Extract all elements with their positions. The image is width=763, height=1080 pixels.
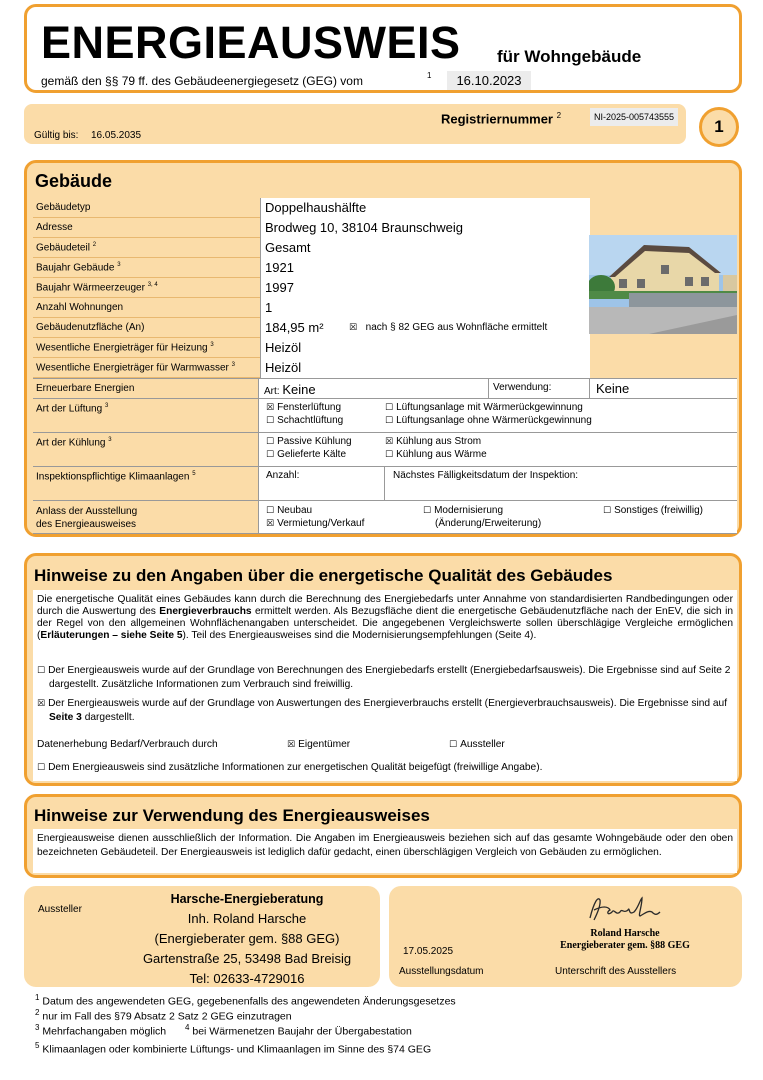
row-label: Gebäudenutzfläche (An) xyxy=(36,322,145,333)
valid-until-date: 16.05.2035 xyxy=(91,130,142,141)
checkbox-icon: ☐ xyxy=(266,450,275,460)
row-label: Art der Kühlung $^3$ xyxy=(33,433,259,466)
energy-quality-body xyxy=(33,590,737,781)
occasion-row: Anlass der Ausstellung des Energieausweises ☐ Neubau ☒ Vermietung/Verkauf ☐ Modernisierung (Änderung/Erweiterung) ☐ Sonstiges (freiwillig) xyxy=(33,500,737,534)
building-section-title: Gebäude xyxy=(35,171,113,191)
footnote: $^5$ Klimaanlagen oder kombinierte Lüftungs- und Klimaanlagen im Sinne des §74 GEG xyxy=(35,1041,432,1056)
row-label: Erneuerbare Energien xyxy=(33,379,259,398)
checkbox-checked-icon: ☒ xyxy=(37,699,46,709)
valid-until-label: Gültig bis: xyxy=(34,130,79,141)
signature-label: Unterschrift des Ausstellers xyxy=(555,966,677,977)
checkbox-checked-icon: ☒ xyxy=(349,323,358,333)
issue-date-label: Ausstellungsdatum xyxy=(399,966,484,977)
row-label: Gebäudeteil $^2$ xyxy=(36,242,97,254)
checkbox-icon: ☐ xyxy=(37,666,46,676)
registration-number: NI-2025-005743555 xyxy=(590,108,678,126)
building-section xyxy=(24,160,742,537)
signature-image xyxy=(584,892,664,926)
row-value: Brodweg 10, 38104 Braunschweig xyxy=(260,218,590,238)
signature-stamp: Roland Harsche Energieberater gem. §88 GEG xyxy=(560,928,690,951)
checkbox-icon: ☐ xyxy=(385,450,394,460)
checkbox-icon: ☐ xyxy=(603,506,612,516)
row-value: Heizöl xyxy=(260,338,590,358)
row-value: Doppelhaushälfte xyxy=(260,198,590,218)
issuer-label: Aussteller xyxy=(38,904,82,915)
checkbox-checked-icon: ☒ xyxy=(266,403,275,413)
table-row xyxy=(33,198,590,218)
table-row xyxy=(33,218,590,238)
usage-notes-title: Hinweise zur Verwendung des Energieausweises xyxy=(34,806,430,825)
table-row xyxy=(33,238,590,258)
intro-paragraph: Die energetische Qualität eines Gebäudes kann durch die Berechnung des Energiebedarfs unter Annahme von standardisierten Randbedingungen oder durch die Auswertung des Energieverbrauchs ermittelt werden. Als Bezugsfläche dient die energetische Gebäudenutzfläche nach der EnEV, die sich in der Regel von den allgemeinen Wohnflächenangaben unterscheidet. Die angegebenen Vergleichswerte sollen überschlägige Vergleiche ermöglichen (Erläuterungen – siehe Seite 5). Teil des Energieausweises sind die Modernisierungsempfehlungen (Seite 4). xyxy=(37,594,734,641)
checkbox-icon: ☐ xyxy=(266,437,275,447)
table-row xyxy=(33,298,590,318)
checkbox-checked-icon: ☒ xyxy=(287,740,296,750)
issuer-address: Harsche-Energieberatung Inh. Roland Harsche (Energieberater gem. §88 GEG) Gartenstraße 25, 53498 Bad Breisig Tel: 02633-4729016 xyxy=(142,892,352,986)
table-row xyxy=(33,358,590,378)
row-value: 1997 xyxy=(260,278,590,298)
renewable-row: Erneuerbare Energien Art: Keine Verwendung: Keine xyxy=(33,378,737,398)
row-label: Art der Lüftung $^3$ xyxy=(33,399,259,432)
row-label: Anlass der Ausstellung des Energieausweises xyxy=(33,501,259,533)
row-label: Wesentliche Energieträger für Warmwasser $^3$ xyxy=(36,362,235,374)
cooling-row: Art der Kühlung $^3$ ☐ Passive Kühlung ☐ Gelieferte Kälte ☒ Kühlung aus Strom ☐ Kühlung aus Wärme xyxy=(33,432,737,466)
checkbox-icon: ☐ xyxy=(266,416,275,426)
row-value: 1921 xyxy=(260,258,590,278)
table-row xyxy=(33,258,590,278)
data-collection-line: Datenerhebung Bedarf/Verbrauch durch ☒ Eigentümer ☐ Aussteller xyxy=(37,739,505,750)
usage-notes xyxy=(24,794,742,878)
option-verbrauch: ☒ Der Energieausweis wurde auf der Grundlage von Auswertungen des Energieverbrauchs erstellt (Energieverbrauchsausweis). Die Ergebnisse sind auf Seite 3 dargestellt. xyxy=(37,698,728,723)
row-value: Gesamt xyxy=(260,238,590,258)
row-value: 184,95 m² ☒ nach § 82 GEG aus Wohnfläche ermittelt xyxy=(260,318,590,338)
aircon-row: Inspektionspflichtige Klimaanlagen $^5$ Anzahl: Nächstes Fälligkeitsdatum der Inspektion: xyxy=(33,466,737,500)
registration-bar xyxy=(24,104,686,144)
row-label: Baujahr Wärmeerzeuger $^{3, 4}$ xyxy=(36,282,158,294)
energy-quality-title: Hinweise zu den Angaben über die energetische Qualität des Gebäudes xyxy=(34,566,613,585)
legal-basis: gemäß den §§ 79 ff. des Gebäudeenergiegesetz (GEG) vom xyxy=(41,74,363,88)
geg-date: 16.10.2023 xyxy=(447,71,531,90)
footnote: $^2$ nur im Fall des §79 Absatz 2 Satz 2 GEG einzutragen xyxy=(35,1008,292,1023)
energy-quality-notes xyxy=(24,553,742,786)
additional-info-line: ☐ Dem Energieausweis sind zusätzliche Informationen zur energetischen Qualität beigefügt (freiwillige Angabe). xyxy=(37,762,543,773)
row-label: Adresse xyxy=(36,222,73,233)
issuer-box xyxy=(24,886,380,987)
checkbox-icon: ☐ xyxy=(423,506,432,516)
checkbox-icon: ☐ xyxy=(385,416,394,426)
checkbox-icon: ☐ xyxy=(266,506,275,516)
table-row xyxy=(33,318,590,338)
checkbox-icon: ☐ xyxy=(385,403,394,413)
signature-box xyxy=(389,886,742,987)
checkbox-icon: ☐ xyxy=(449,740,458,750)
checkbox-checked-icon: ☒ xyxy=(266,519,275,529)
row-value: Heizöl xyxy=(260,358,590,378)
registration-label: Registriernummer $^2$ xyxy=(441,111,562,127)
table-row xyxy=(33,338,590,358)
footnote: $^4$ bei Wärmenetzen Baujahr der Übergabestation xyxy=(185,1023,412,1038)
row-label: Wesentliche Energieträger für Heizung $^3$ xyxy=(36,342,214,354)
document-subtitle: für Wohngebäude xyxy=(497,47,642,66)
row-label: Inspektionspflichtige Klimaanlagen $^5$ xyxy=(33,467,259,500)
issue-date: 17.05.2025 xyxy=(403,946,454,957)
checkbox-checked-icon: ☒ xyxy=(385,437,394,447)
document-title: ENERGIEAUSWEIS xyxy=(41,17,461,68)
footnote: $^1$ Datum des angewendeten GEG, gegebenenfalls des angewendeten Änderungsgesetzes xyxy=(35,993,456,1008)
usage-notes-text: Energieausweise dienen ausschließlich der Information. Die Angaben im Energieausweis beziehen sich auf das gesamte Wohngebäude oder den oben bezeichneten Gebäudeteil. Der Energieausweis ist lediglich dafür gedacht, einen überschlägigen Vergleich von Gebäuden zu ermöglichen. xyxy=(33,829,737,873)
page-number-badge: 1 xyxy=(699,107,739,147)
table-row xyxy=(33,278,590,298)
legal-footnote-ref: 1 xyxy=(427,71,432,80)
building-photo xyxy=(589,235,737,334)
checkbox-icon: ☐ xyxy=(37,763,46,773)
ventilation-row: Art der Lüftung $^3$ ☒ Fensterlüftung ☐ Schachtlüftung ☐ Lüftungsanlage mit Wärmerückgewinnung ☐ Lüftungsanlage ohne Wärmerückgewinnung xyxy=(33,398,737,432)
row-label: Gebäudetyp xyxy=(36,202,91,213)
footnote: $^3$ Mehrfachangaben möglich xyxy=(35,1023,167,1038)
row-label: Baujahr Gebäude $^3$ xyxy=(36,262,121,274)
row-label: Anzahl Wohnungen xyxy=(36,302,124,313)
header xyxy=(24,4,742,93)
row-value: 1 xyxy=(260,298,590,318)
option-bedarf: ☐ Der Energieausweis wurde auf der Grundlage von Berechnungen des Energiebedarfs erstellt (Energiebedarfsausweis). Die Ergebnisse sind auf Seite 2 dargestellt. Zusätzliche Informationen zum Verbrauch sind freiwillig. xyxy=(37,665,731,690)
